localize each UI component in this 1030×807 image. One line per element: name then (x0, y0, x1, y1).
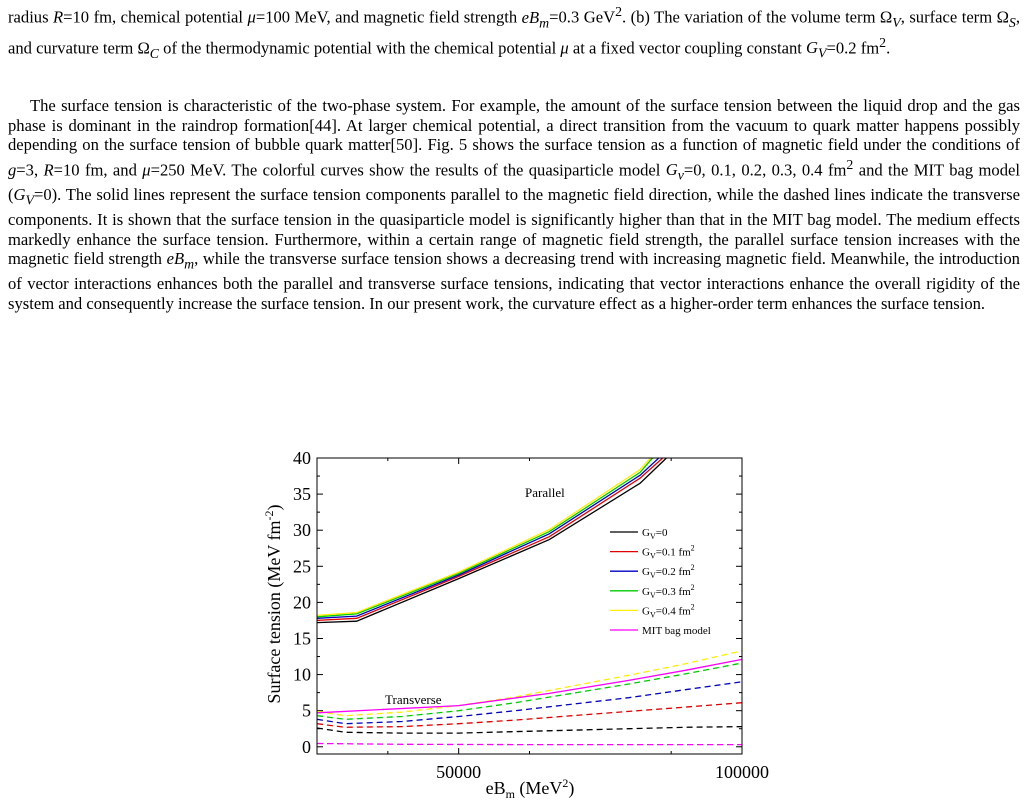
series-line-parallel-4 (317, 444, 671, 615)
legend-label: MIT bag model (642, 625, 711, 637)
series-line-parallel-10 (317, 659, 742, 712)
series-line-parallel-2 (317, 444, 680, 618)
annotation-transverse: Transverse (385, 692, 442, 707)
figure-5 (250, 444, 790, 803)
series-line-transverse-6 (317, 703, 742, 728)
legend-label: $G_V=0.4$ $fm^2$ (642, 602, 695, 620)
y-axis-title: Surface tension (MeV $fm^{-2}$) (262, 504, 284, 704)
series-line-parallel-0 (317, 444, 685, 623)
legend-label: $G_V=0.2$ $fm^2$ (642, 563, 695, 581)
y-tick-label: 25 (293, 556, 311, 577)
legend-label: $G_V=0.3$ $fm^2$ (642, 582, 695, 600)
series-line-transverse-11 (317, 744, 742, 745)
body-paragraph (8, 96, 1020, 313)
y-tick-label: 20 (293, 592, 311, 613)
figure-caption (8, 2, 1020, 64)
x-tick-label: 50000 (436, 762, 482, 782)
series-line-transverse-9 (317, 651, 742, 716)
y-tick-label: 5 (302, 700, 311, 721)
y-tick-label: 10 (293, 664, 311, 685)
surface-tension-chart (250, 444, 790, 803)
annotation-parallel: Parallel (525, 485, 565, 500)
y-tick-label: 30 (293, 520, 311, 541)
chart-legend (610, 527, 711, 637)
y-tick-label: 35 (293, 484, 311, 505)
y-tick-label: 40 (293, 448, 311, 468)
y-tick-label: 0 (302, 736, 311, 757)
paragraph-text: The surface tension is characteristic of the two-phase system. For example, the amount of the surface tension between the liquid drop and the gas phase is dominant in the raindrop formation[44]. At larger chemical potential, a direct transition from the vacuum to quark matter happens possibly depending on the surface tension of bubble quark matter[50]. Fig. 5 shows the surface tension as a function of magnetic field under the conditions of g=3, R=10 fm, and μ=250 MeV. The colorful curves show the results of the quasiparticle model $G_v=0$, 0.1, 0.2, 0.3, 0.4 $fm^2$ and the MIT bag model $(G_V=0)$. The solid lines represent the surface tension components parallel to the magnetic field direction, while the dashed lines indicate the transverse components. It is shown that the surface tension in the quasiparticle model is significantly higher than that in the MIT bag model. The medium effects markedly enhance the surface tension. Furthermore, within a certain range of magnetic field strength, the parallel surface tension increases with the magnetic field strength $eB_m$, while the transverse surface tension shows a decreasing trend with increasing magnetic field. Meanwhile, the introduction of vector interactions enhances both the parallel and transverse surface tensions, indicating that vector interactions enhance the overall rigidity of the system and consequently increase the surface tension. In our present work, the curvature effect as a higher-order term enhances the surface tension. (8, 96, 1020, 313)
x-axis-title: $eB_m$ (MeV$^2$) (485, 776, 575, 801)
caption-text: radius R=10 fm, chemical potential μ=100 MeV, and magnetic field strength $eB_m=0.3$ GeV$^2$. (b) The variation of the volume term $\Omega_V$, surface term $\Omega_S$, and curvature term $\Omega_C$ of the thermodynamic potential with the chemical potential μ at a fixed vector coupling constant $G_V=0.2$ $fm^2$. (8, 4, 1020, 61)
x-tick-label: 100000 (715, 762, 769, 782)
legend-label: $G_V=0.1$ $fm^2$ (642, 543, 695, 561)
legend-label: $G_V=0$ (642, 527, 668, 541)
series-line-transverse-5 (317, 727, 742, 734)
y-tick-label: 15 (293, 628, 311, 649)
